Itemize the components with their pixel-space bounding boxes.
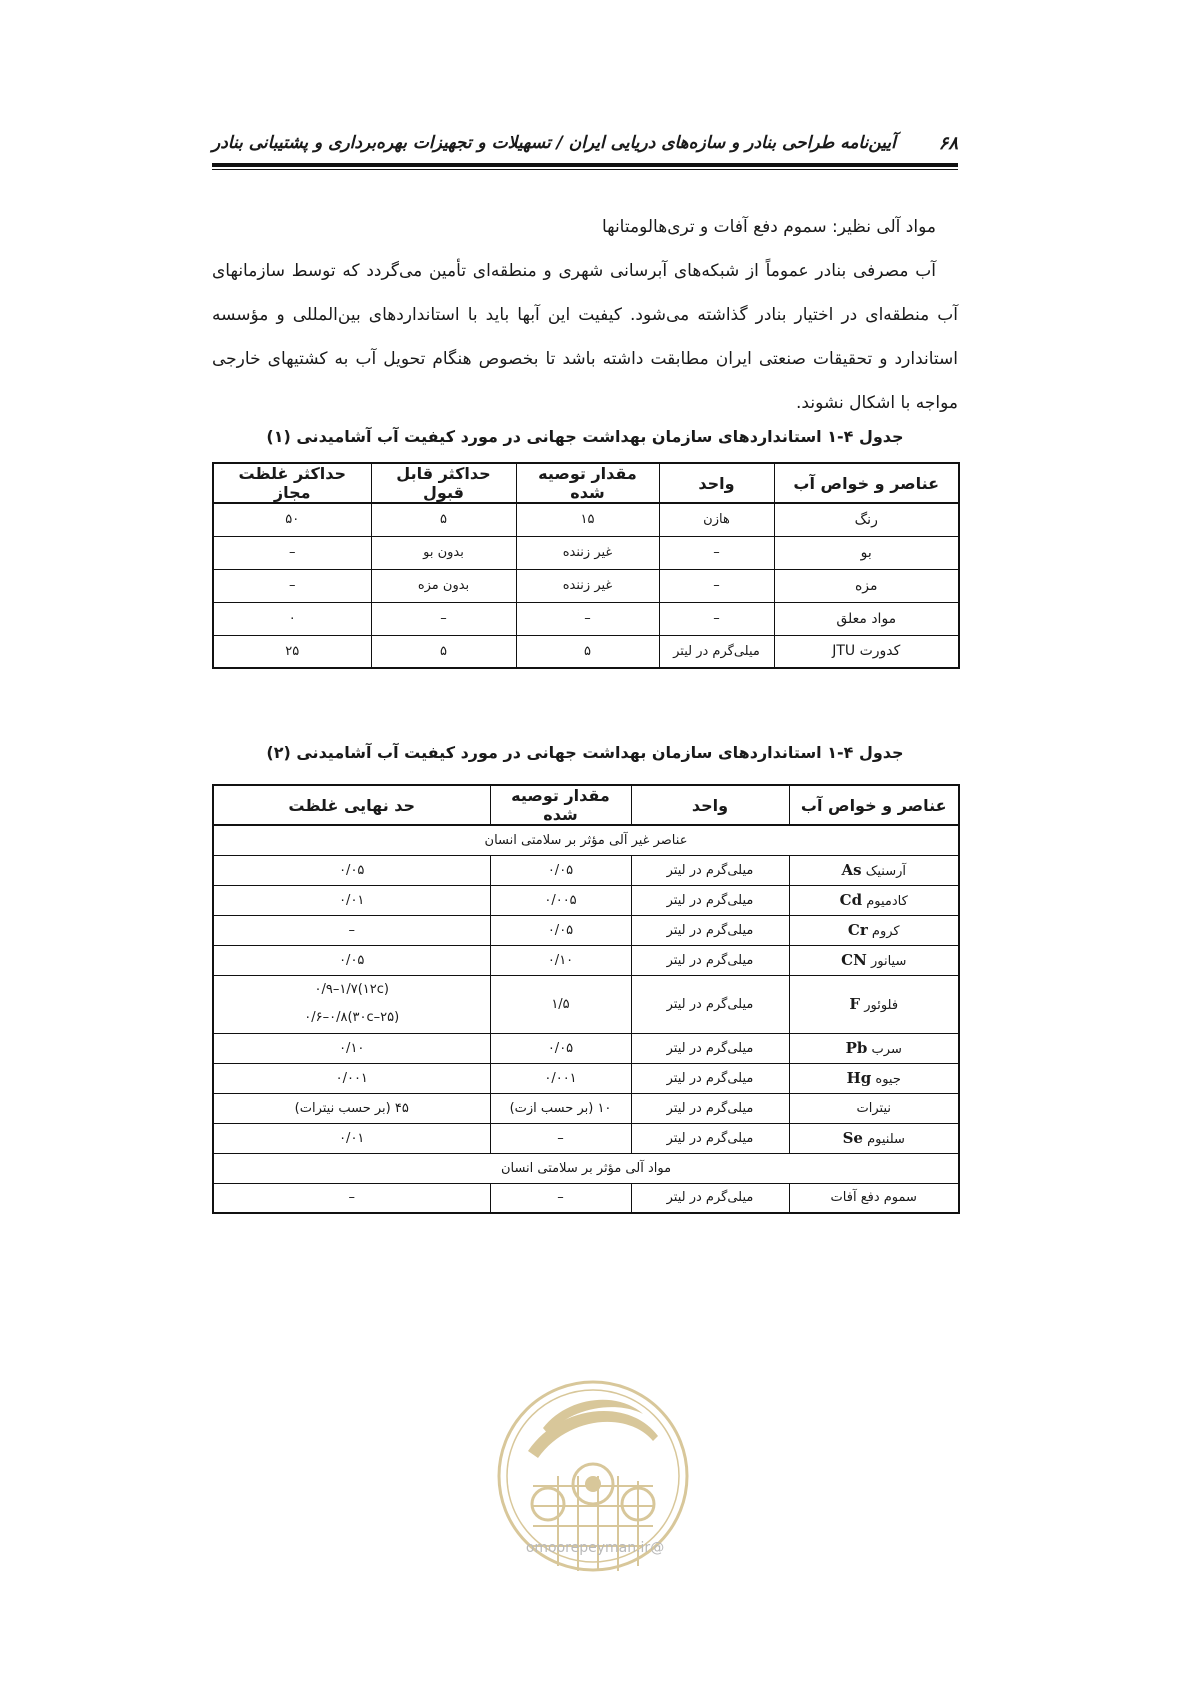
table1-cell: غیر زننده xyxy=(516,536,659,569)
limit-line-2: (۲۵–۳۰c)۰/۶–۰/۸ xyxy=(304,1010,400,1025)
table2-limit-cell: ۴۵ (بر حسب نیترات) xyxy=(213,1093,490,1123)
table2-recommended-cell: ۰/۱۰ xyxy=(490,945,631,975)
table1-header-cell: حداکثر غلظت مجاز xyxy=(213,463,371,503)
table1-header-cell: حداکثر قابل قبول xyxy=(371,463,516,503)
element-symbol: F xyxy=(849,995,861,1013)
table2-row xyxy=(213,1093,959,1123)
table1-header-row xyxy=(213,463,959,503)
table2-limit-cell: ۰/۰۰۱ xyxy=(213,1063,490,1093)
table2-recommended-cell: ۰/۰۰۵ xyxy=(490,885,631,915)
table1-cell: غیر زننده xyxy=(516,569,659,602)
table1-cell: – xyxy=(659,602,774,635)
table2-unit-cell: میلی‌گرم در لیتر xyxy=(631,1183,789,1213)
element-symbol: As xyxy=(841,861,862,879)
table2-unit-cell: میلی‌گرم در لیتر xyxy=(631,1063,789,1093)
table2-limit-cell: ۰/۱۰ xyxy=(213,1033,490,1063)
table2-recommended-cell: – xyxy=(490,1183,631,1213)
table1-cell: بو xyxy=(774,536,959,569)
table1-row xyxy=(213,569,959,602)
table2-row xyxy=(213,945,959,975)
element-name: نیترات xyxy=(856,1100,891,1116)
element-name: کادمیوم xyxy=(866,894,908,909)
element-name: سیانور xyxy=(870,954,907,969)
table1-row xyxy=(213,503,959,536)
page-number: ۶۸ xyxy=(938,132,958,154)
element-name: فلوئور xyxy=(864,998,899,1013)
table2-element-cell: سموم دفع آفات xyxy=(789,1183,959,1213)
table2-unit-cell: میلی‌گرم در لیتر xyxy=(631,945,789,975)
table2-recommended-cell: ۰/۰۰۱ xyxy=(490,1063,631,1093)
table1-cell: – xyxy=(659,569,774,602)
table2-row xyxy=(213,915,959,945)
table2-caption: جدول ۴-۱ استانداردهای سازمان بهداشت جهانی در مورد کیفیت آب آشامیدنی (۲) xyxy=(266,743,904,762)
table2-row xyxy=(213,1123,959,1153)
watermark-seal-logo xyxy=(488,1366,698,1616)
table2-unit-cell: میلی‌گرم در لیتر xyxy=(631,915,789,945)
table2-unit-cell: میلی‌گرم در لیتر xyxy=(631,855,789,885)
table1-cell: – xyxy=(213,569,371,602)
table2-limit-cell: – xyxy=(213,1183,490,1213)
element-symbol: CN xyxy=(841,951,867,969)
table2-limit-cell: ۰/۰۵ xyxy=(213,855,490,885)
table1-cell: ۰ xyxy=(213,602,371,635)
running-header xyxy=(212,130,958,156)
table2-element-cell xyxy=(789,885,959,915)
table1-cell: هازن xyxy=(659,503,774,536)
table1-cell: ۱۵ xyxy=(516,503,659,536)
table2-recommended-cell: ۰/۰۵ xyxy=(490,855,631,885)
element-name: آرسنیک xyxy=(865,864,906,879)
table2-section-row xyxy=(213,1153,959,1183)
table2-element-cell xyxy=(789,1123,959,1153)
table1-cell: ۵۰ xyxy=(213,503,371,536)
table2-element-cell xyxy=(789,945,959,975)
table1-cell: میلی‌گرم در لیتر xyxy=(659,635,774,668)
table1-cell: ۲۵ xyxy=(213,635,371,668)
table2-element-cell xyxy=(789,1063,959,1093)
element-symbol: Se xyxy=(842,1129,863,1147)
table1-caption: جدول ۴-۱ استانداردهای سازمان بهداشت جهانی در مورد کیفیت آب آشامیدنی (۱) xyxy=(266,427,904,446)
table2-recommended-cell: ۰/۰۵ xyxy=(490,915,631,945)
element-name: سلنیوم xyxy=(867,1132,905,1147)
table2-section-row xyxy=(213,825,959,855)
table1-header-cell: عناصر و خواص آب xyxy=(774,463,959,503)
table2-who-standards xyxy=(212,784,960,1214)
table2-recommended-cell: ۱/۵ xyxy=(490,975,631,1033)
table2-row xyxy=(213,885,959,915)
table1-header-cell: مقدار توصیه شده xyxy=(516,463,659,503)
table1-cell: – xyxy=(213,536,371,569)
element-symbol: Pb xyxy=(845,1039,868,1057)
table2-recommended-cell: ۰/۰۵ xyxy=(490,1033,631,1063)
element-name: سرب xyxy=(871,1042,902,1057)
table2-row xyxy=(213,1033,959,1063)
table2-header-cell: واحد xyxy=(631,785,789,825)
table2-row xyxy=(213,1183,959,1213)
element-name: جیوه xyxy=(875,1072,901,1087)
table2-row xyxy=(213,1063,959,1093)
table2-element-cell xyxy=(789,1093,959,1123)
table2-section-inorganic: عناصر غیر آلی مؤثر بر سلامتی انسان xyxy=(213,825,959,855)
table2-row xyxy=(213,975,959,1033)
running-header-title: آیین‌نامه طراحی بنادر و سازه‌های دریایی ایران / تسهیلات و تجهیزات بهره‌برداری و پشتیبانی بنادر xyxy=(212,133,896,153)
table2-element-cell xyxy=(789,915,959,945)
table1-cell: – xyxy=(516,602,659,635)
table1-row xyxy=(213,536,959,569)
table2-unit-cell: میلی‌گرم در لیتر xyxy=(631,1033,789,1063)
table2-element-cell xyxy=(789,855,959,885)
table2-section-organic: مواد آلی مؤثر بر سلامتی انسان xyxy=(213,1153,959,1183)
table2-recommended-cell: – xyxy=(490,1123,631,1153)
header-rule-thin xyxy=(212,169,958,170)
table2-limit-cell xyxy=(213,975,490,1033)
table1-row xyxy=(213,635,959,668)
table1-row xyxy=(213,602,959,635)
table1-cell: ۵ xyxy=(371,635,516,668)
table1-cell: – xyxy=(659,536,774,569)
table1-cell: ۵ xyxy=(371,503,516,536)
element-symbol: Cd xyxy=(839,891,863,909)
table1-who-standards xyxy=(212,462,960,669)
table1-header-cell: واحد xyxy=(659,463,774,503)
table2-header-cell: حد نهایی غلظت xyxy=(213,785,490,825)
watermark-site: @omoorepeyman.ir xyxy=(525,1540,665,1556)
table2-unit-cell: میلی‌گرم در لیتر xyxy=(631,885,789,915)
table2-header-cell: مقدار توصیه شده xyxy=(490,785,631,825)
element-symbol: Hg xyxy=(846,1069,872,1087)
table2-recommended-cell: ۱۰ (بر حسب ازت) xyxy=(490,1093,631,1123)
table2-limit-cell: – xyxy=(213,915,490,945)
table2-unit-cell: میلی‌گرم در لیتر xyxy=(631,1123,789,1153)
table2-unit-cell: میلی‌گرم در لیتر xyxy=(631,1093,789,1123)
table2-element-cell xyxy=(789,975,959,1033)
header-rule-thick xyxy=(212,163,958,167)
table1-cell: مواد معلق xyxy=(774,602,959,635)
table1-cell: رنگ xyxy=(774,503,959,536)
table2-limit-cell: ۰/۰۱ xyxy=(213,1123,490,1153)
table1-cell: بدون مزه xyxy=(371,569,516,602)
table2-header-cell: عناصر و خواص آب xyxy=(789,785,959,825)
table2-element-cell xyxy=(789,1033,959,1063)
element-symbol: Cr xyxy=(847,921,868,939)
table2-row xyxy=(213,855,959,885)
table2-unit-cell: میلی‌گرم در لیتر xyxy=(631,975,789,1033)
element-name: کروم xyxy=(871,924,900,939)
table2-limit-cell: ۰/۰۵ xyxy=(213,945,490,975)
body-text xyxy=(212,214,958,425)
limit-line-1: (۱۲c)۰/۹–۱/۷ xyxy=(314,982,389,997)
table1-cell: مزه xyxy=(774,569,959,602)
table1-cell: ۵ xyxy=(516,635,659,668)
table1-cell: کدورت JTU xyxy=(774,635,959,668)
table2-limit-cell: ۰/۰۱ xyxy=(213,885,490,915)
table1-cell: بدون بو xyxy=(371,536,516,569)
table1-cell: – xyxy=(371,602,516,635)
organic-substances-line: مواد آلی نظیر: سموم دفع آفات و تری‌هالومتانها xyxy=(601,217,936,237)
table2-header-row xyxy=(213,785,959,825)
water-supply-paragraph: آب مصرفی بنادر عموماً از شبکه‌های آبرسانی شهری و منطقه‌ای تأمین می‌گردد که توسط سازمانهای آب منطقه‌ای در اختیار بنادر گذاشته می‌شود. کیفیت این آبها باید با استانداردهای بین‌المللی و مؤسسه استاندارد و تحقیقات صنعتی ایران مطابقت داشته باشد تا بخصوص هنگام تحویل آب به کشتیهای خارجی مواجه با اشکال نشوند. xyxy=(212,261,958,413)
